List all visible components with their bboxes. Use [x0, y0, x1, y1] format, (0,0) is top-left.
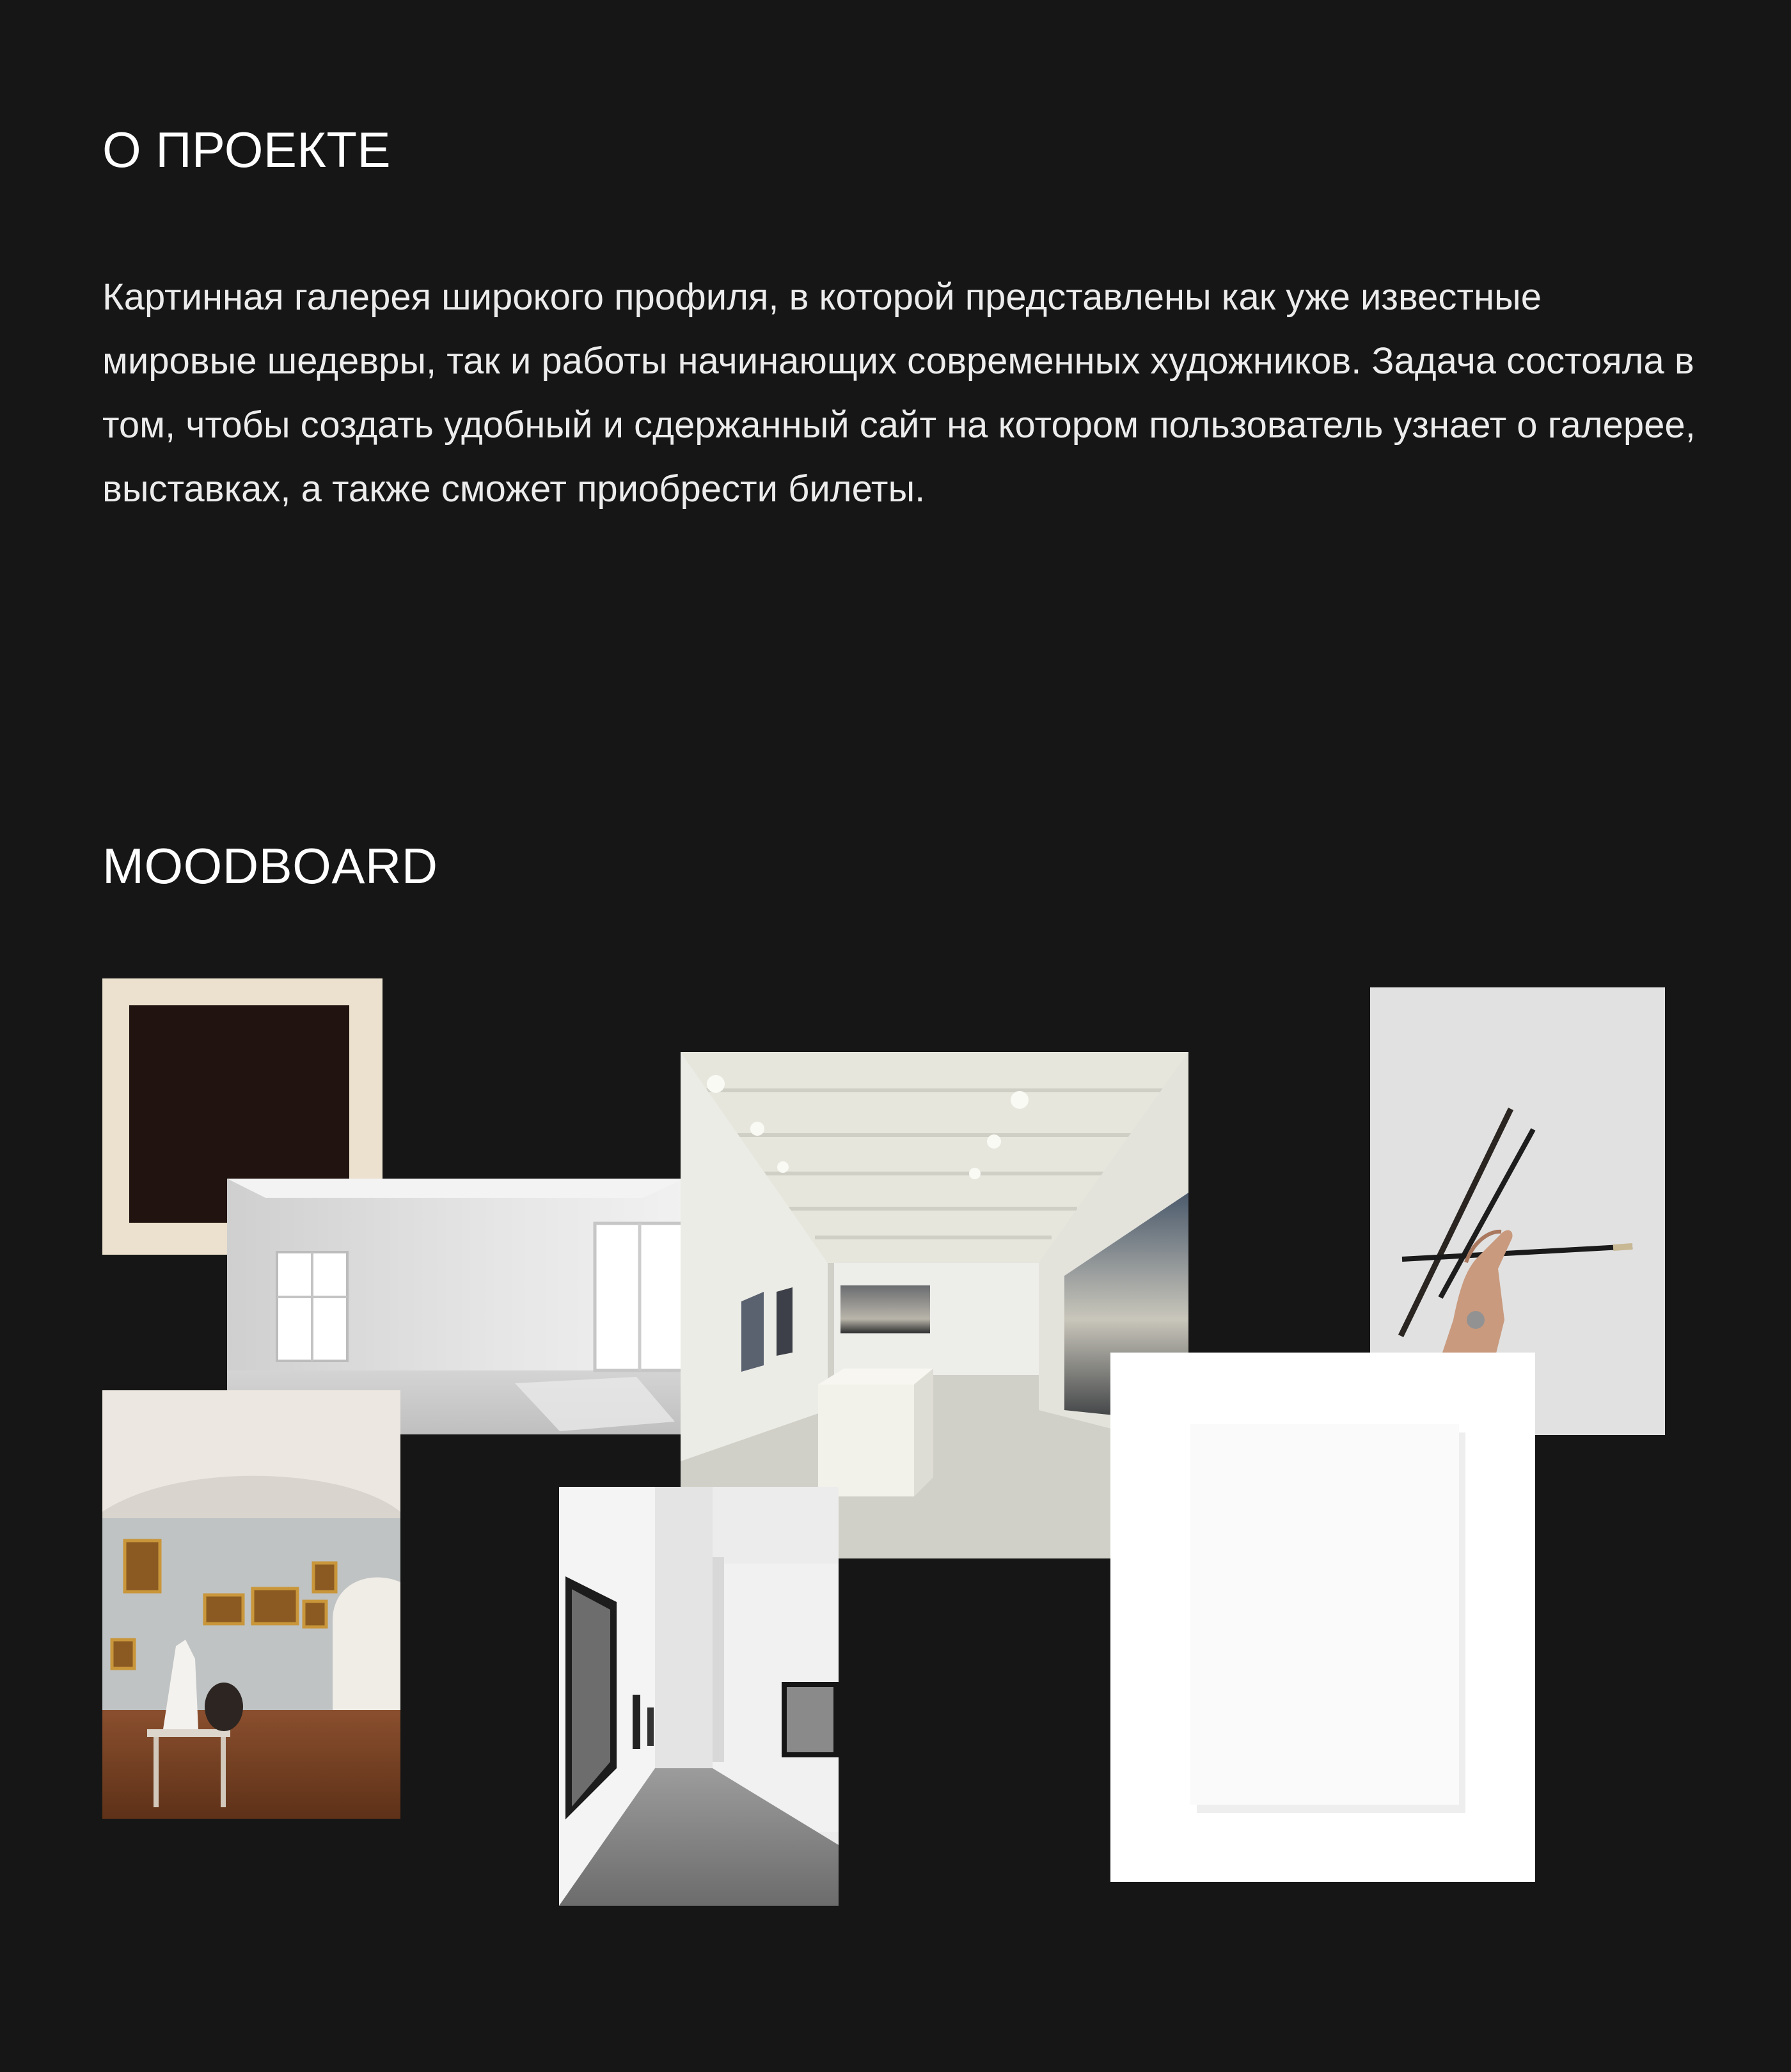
- gallery-corridor-image: [559, 1487, 839, 1906]
- about-description: Картинная галерея широкого профиля, в которой представлены как уже известные мировые шедевры, так и работы начинающих современных художников. Задача состояла в том, чтобы создать удобный и сдержанный сайт на котором пользователь узнает о галерее, выставках, а также сможет приобрести билеты.: [102, 276, 1696, 510]
- about-title: О ПРОЕКТЕ: [102, 122, 391, 178]
- classic-museum-hall-image: [102, 1390, 400, 1819]
- blank-paper-sheet-image: [1110, 1353, 1535, 1882]
- moodboard-title: MOODBOARD: [102, 838, 438, 894]
